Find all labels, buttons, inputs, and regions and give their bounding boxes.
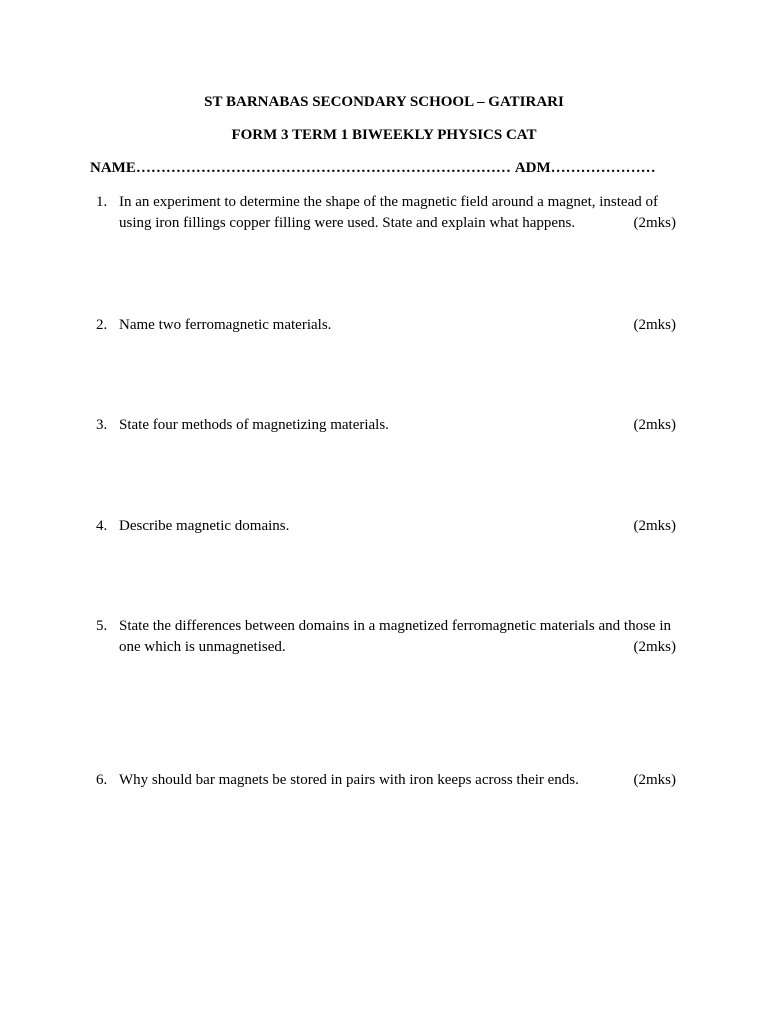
question-text-line-1: Why should bar magnets be stored in pairs with iron keeps across their ends. [119,772,579,788]
question-marks: (2mks) [633,772,676,788]
question-text-line-1: State four methods of magnetizing materials. [119,417,389,433]
question-text-line-1: State the differences between domains in a magnetized ferromagnetic materials and those in [119,618,672,634]
question-4 [90,516,676,538]
question-marks: (2mks) [633,417,676,433]
question-number: 4. [96,518,108,534]
question-marks: (2mks) [633,518,676,534]
question-number: 3. [96,417,108,433]
question-5 [90,616,676,660]
question-last-row [119,315,676,336]
question-number: 6. [96,772,108,788]
question-text-line-2: one which is unmagnetised. [119,639,286,655]
question-last-row [119,213,676,234]
question-body [119,516,676,537]
question-text-line-1: In an experiment to determine the shape of the magnetic field around a magnet, instead of [119,194,658,210]
question-body [119,616,676,658]
student-details-line [90,158,690,178]
question-6 [90,770,676,792]
question-last-row [119,637,676,658]
question-3 [90,415,676,437]
question-body [119,770,676,791]
question-text-line-1: Name two ferromagnetic materials. [119,317,332,333]
question-marks: (2mks) [633,639,676,655]
school-title: ST BARNABAS SECONDARY SCHOOL – GATIRARI [204,94,564,110]
question-number: 5. [96,618,108,634]
adm-field-label: ADM………………… [514,160,656,176]
question-1 [90,192,676,236]
question-body [119,315,676,336]
question-number: 1. [96,194,108,210]
question-2 [90,315,676,337]
question-marks: (2mks) [633,215,676,231]
question-text-line-2: using iron fillings copper filling were used. State and explain what happens. [119,215,576,231]
question-number: 2. [96,317,108,333]
question-last-row [119,516,676,537]
question-body [119,192,676,234]
question-last-row [119,770,676,791]
question-marks: (2mks) [633,317,676,333]
question-last-row [119,415,676,436]
question-body [119,415,676,436]
name-field-label: NAME………………………………………………………………… [90,160,511,176]
exam-title: FORM 3 TERM 1 BIWEEKLY PHYSICS CAT [231,127,537,143]
question-text-line-1: Describe magnetic domains. [119,518,290,534]
